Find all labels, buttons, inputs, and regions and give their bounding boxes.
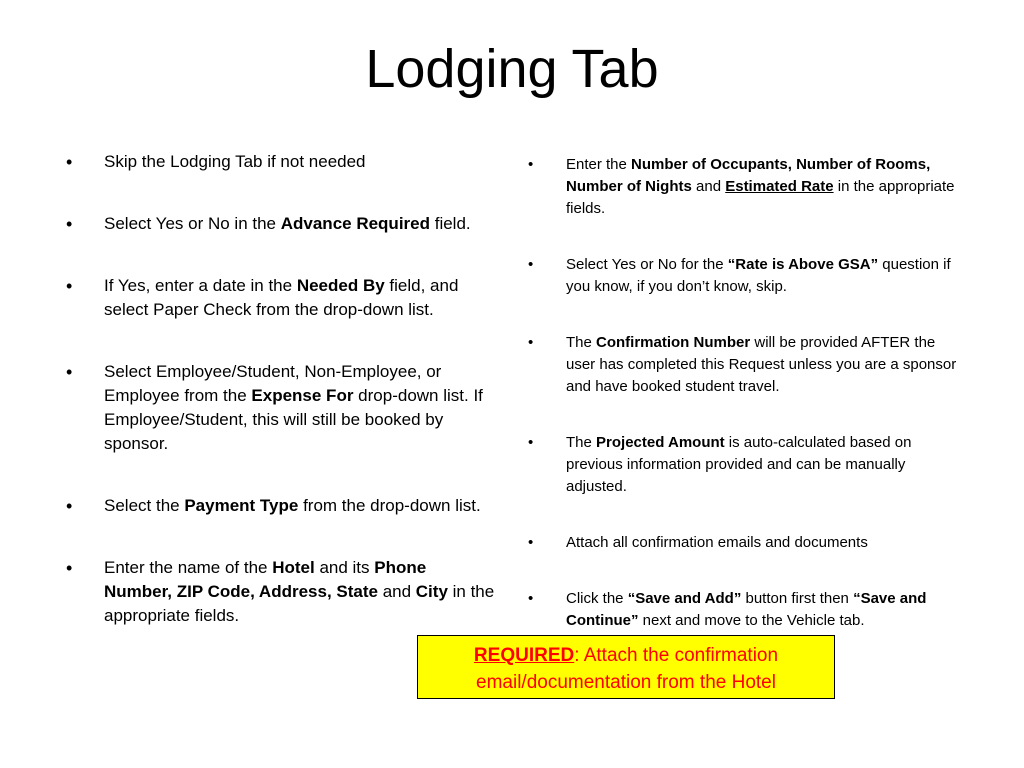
right-bullet-2 [528,254,968,298]
text: button first then [741,590,854,607]
left-bullet-3 [66,274,496,322]
right-bullet-1 [528,154,968,220]
bullet-icon: • [528,334,534,351]
bold-text: Projected Amount [596,434,725,451]
bold-text: Advance Required [280,214,430,233]
text: and [377,582,416,601]
right-bullet-6 [528,588,968,632]
text: and its [314,558,375,577]
text: Enter the name of the [104,558,273,577]
left-bullet-list [66,150,496,628]
text: will be provided AFTER the user has completed this Request unless you are a sponsor and have booked student travel. [566,334,957,395]
left-bullet-2 [66,212,496,236]
text: from the drop-down list. [298,496,481,515]
left-bullet-4 [66,360,496,456]
bullet-icon: • [66,362,73,382]
callout-text: : Attach the confirmation email/documentation from the Hotel [476,645,779,693]
right-bullet-5 [528,532,968,554]
bold-text: “Rate is Above GSA” [727,256,879,273]
text: The [566,334,597,351]
bold-text: Number of Occupants, Number of Rooms, Number of Nights [566,156,931,195]
right-bullet-4 [528,432,968,498]
bold-text: City [415,582,448,601]
bullet-icon: • [66,276,73,296]
right-bullet-list [528,154,968,632]
text: drop-down list. If Employee/Student, this will still be booked by sponsor. [104,386,483,453]
required-callout [417,635,835,699]
text: If Yes, enter a date in the [104,276,297,295]
text: is auto-calculated based on previous information provided and can be manually adjusted. [566,434,912,495]
text: question if you know, if you don’t know, skip. [566,256,951,295]
left-bullet-5 [66,494,496,518]
text: field. [430,214,471,233]
bold-text: Needed By [296,276,385,295]
text: Select Yes or No in the [104,214,281,233]
bold-text: “Save and Continue” [566,590,927,629]
text: The [566,434,597,451]
bold-text: Payment Type [184,496,299,515]
text: Enter the [566,156,632,173]
text: Select Employee/Student, Non-Employee, or Employee from the [104,362,442,405]
bullet-icon: • [66,496,73,516]
bold-text: Phone Number, ZIP Code, Address, State [104,558,427,601]
bold-text: Estimated Rate [725,178,834,195]
bold-text: Hotel [272,558,315,577]
text: in the appropriate fields. [104,582,495,625]
left-bullet-6 [66,556,496,628]
required-label: REQUIRED [473,645,575,666]
text: Click the [566,590,628,607]
bullet-icon: • [528,256,534,273]
text: Skip the Lodging Tab if not needed [104,152,366,171]
bullet-icon: • [528,156,534,173]
bullet-icon: • [66,214,73,234]
bullet-icon: • [528,534,534,551]
text: next and move to the Vehicle tab. [638,612,865,629]
text: Select the [104,496,185,515]
slide-title: Lodging Tab [365,39,659,99]
text: Select Yes or No for the [566,256,728,273]
bold-text: Confirmation Number [596,334,751,351]
text: and [691,178,726,195]
right-bullet-3 [528,332,968,398]
bullet-icon: • [528,590,534,607]
left-bullet-1 [66,150,496,174]
bullet-icon: • [66,152,73,172]
text: field, and select Paper Check from the drop-down list. [104,276,459,319]
text: Attach all confirmation emails and documents [566,534,868,551]
bullet-icon: • [66,558,73,578]
bold-text: Expense For [251,386,354,405]
bold-text: “Save and Add” [627,590,742,607]
text: in the appropriate fields. [566,178,955,217]
bullet-icon: • [528,434,534,451]
